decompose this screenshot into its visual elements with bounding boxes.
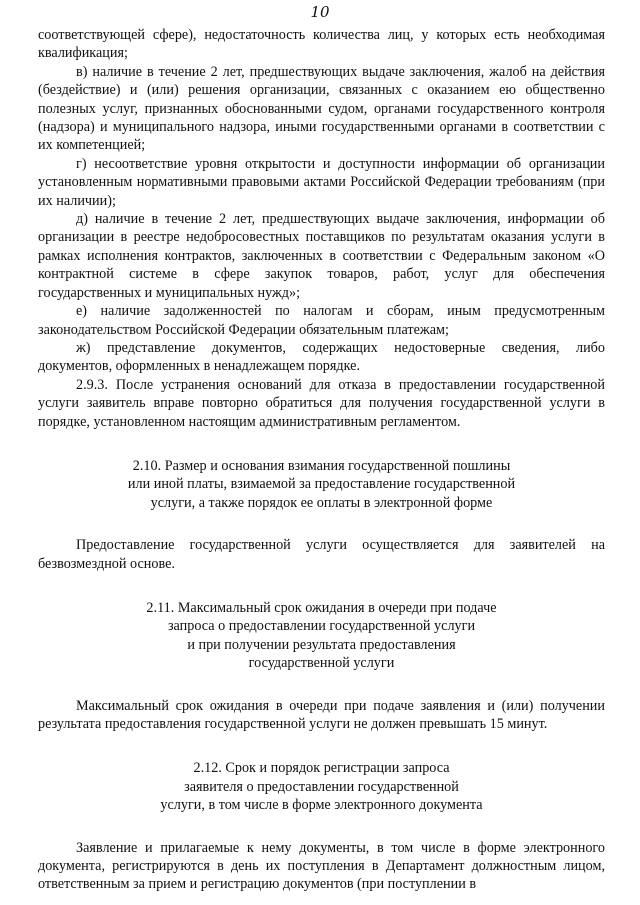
heading-line: 2.10. Размер и основания взимания государственной пошлины (132, 457, 511, 474)
heading-line: государственной услуги (248, 655, 395, 672)
paragraph-item-zh: ж) представление документов, содержащих недостоверные сведения, либо документов, оформленных в ненадлежащем порядке. (38, 339, 605, 375)
paragraph-item-d: д) наличие в течение 2 лет, предшествующих выдаче заключения, информации об организации в реестре недобросовестных поставщиков по результатам оказания услуги в рамках исполнения контрактов, заключенных в соответствии с Федеральным законом «О контрактной системе в сфере закупок товаров, работ, услуг для обеспечения государственных и муниципальных нужд»; (38, 211, 605, 301)
section-heading-2-12 (38, 759, 605, 814)
section-text-2-12: Заявление и прилагаемые к нему документы, в том числе в форме электронного документа, регистрируются в день их поступления в Департамент должностным лицом, ответственным за прием и регистрацию документов (при поступлении в (38, 839, 605, 893)
paragraph-item-e: е) наличие задолженностей по налогам и сборам, иным предусмотренным законодательством Российской Федерации обязательным платежам; (38, 303, 605, 338)
heading-line: или иной платы, взимаемой за предоставление государственной (127, 476, 516, 493)
heading-line: услуги, в том числе в форме электронного документа (160, 797, 483, 814)
section-heading-2-10 (38, 457, 605, 512)
paragraph-2-9-3: 2.9.3. После устранения оснований для отказа в предоставлении государственной услуги заявитель вправе повторно обратиться для получения государственной услуги в порядке, установленном настоящим административным регламентом. (38, 376, 605, 430)
heading-line: запроса о предоставлении государственной услуги (167, 618, 476, 635)
heading-line: 2.11. Максимальный срок ожидания в очереди при подаче (146, 599, 497, 616)
paragraph-item-v: в) наличие в течение 2 лет, предшествующих выдаче заключения, жалоб на действия (бездействие) и (или) решения организации, связанных с оказанием ею общественно полезных услуг, признанных обоснованными судом, органами государственного контроля (надзора) и муниципального надзора, иными государственными органами в соответствии с их компетенцией; (38, 63, 605, 154)
section-text-2-10: Предоставление государственной услуги осуществляется для заявителей на безвозмездной основе. (38, 537, 605, 572)
page-content (38, 26, 605, 894)
heading-line: заявителя о предоставлении государственной (184, 778, 459, 795)
heading-line: 2.12. Срок и порядок регистрации запроса (193, 760, 450, 777)
section-text-2-11: Максимальный срок ожидания в очереди при подаче заявления и (или) получении результата предоставления государственной услуги не должен превышать 15 минут. (38, 697, 605, 732)
paragraph-item-g: г) несоответствие уровня открытости и доступности информации об организации установленным нормативными правовыми актами Российской Федерации требованиям (при их наличии); (38, 155, 605, 209)
section-heading-2-11 (38, 599, 605, 673)
heading-line: и при получении результата предоставления (187, 636, 456, 653)
paragraph: соответствующей сфере), недостаточность количества лиц, у которых есть необходимая квалификация; (38, 27, 605, 62)
page-number: 10 (310, 3, 330, 21)
heading-line: услуги, а также порядок ее оплаты в электронной форме (150, 494, 493, 511)
